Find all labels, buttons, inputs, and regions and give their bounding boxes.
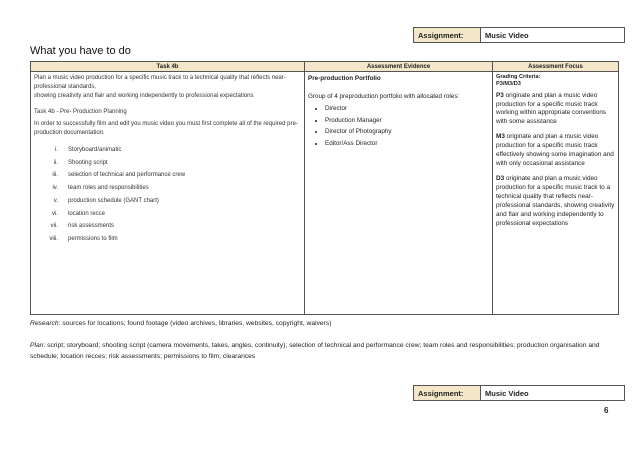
focus-cell [493,72,619,315]
evidence-cell [305,72,493,315]
roles-list [308,103,489,149]
plan-note: Plan: script; storyboard; shooting script (camera movements, takes, angles, continuity); selection of technical and performance crew; team roles and responsibilities; production organisation and schedule; location recces; risk assessments; permissions to film; clearances [30,342,600,360]
research-note: Research: sources for locations; found footage (video archives, libraries, websites, copyright, waivers) [30,320,332,327]
assignment-label: Assignment: [414,28,481,43]
task-cell [31,72,305,315]
task-title: Task 4b - Pre- Production Planning [34,109,127,115]
task-instruction: In order to successfully film and edit you music video you must first complete all of the required pre-production documentation. [34,121,298,136]
list-item: i. Storyboard/animatic [55,147,122,153]
requirements-list [34,144,301,246]
assignment-value: Music Video [481,28,625,43]
list-item: vi. location recce [52,210,106,217]
assignment-label: Assignment: [414,386,481,401]
criterion-p3: P3 originate and plan a music video production for a specific music track working within appropriate conventions with some assistance [496,91,607,126]
criterion-d3: D3 originate and plan a music video production for a specific music track to a technical quality that reflects near-professional standards, showing creativity and flair and working independently to professional expectations [496,175,615,228]
page-number: 6 [604,406,609,415]
list-item: vii. risk assessments [50,223,115,230]
list-item: • Director [325,103,489,115]
list-item: v. production schedule (GANT chart) [53,197,159,204]
list-item: viii. permissions to film [49,235,118,242]
assignment-box-top [413,27,625,43]
list-item: iv. team roles and responsibilities [52,185,149,192]
task-table [30,61,619,315]
grading-criteria: Grading Criteria: P3/M3/D3 [496,74,541,88]
list-item: • Editor/Ass Director [325,138,489,150]
page-heading: What you have to do [30,45,131,57]
task-intro-1: Plan a music video production for a specific music track to a technical quality that reflects near-professional standards, [34,75,286,90]
portfolio-group: Group of 4 preproduction portfolio with allocated roles: [308,93,460,101]
header-evidence: Assessment Evidence [305,62,493,72]
list-item: ii. Shooting script [53,159,108,166]
list-item: • Production Manager [325,115,489,127]
portfolio-title: Pre-production Portfolio [308,75,381,82]
assignment-box-bottom [413,385,625,401]
list-item: • Director of Photography [325,126,489,138]
task-intro-2: showing creativity and flair and working independently to professional expectations [34,93,254,99]
criterion-m3: M3 originate and plan a music video production for a specific music track effectively showing some imagination and with only occasional assistance [496,133,614,168]
header-task: Task 4b [31,62,305,72]
header-focus: Assessment Focus [493,62,619,72]
list-item: iii. selection of technical and performance crew [52,172,186,179]
assignment-value: Music Video [481,386,625,401]
